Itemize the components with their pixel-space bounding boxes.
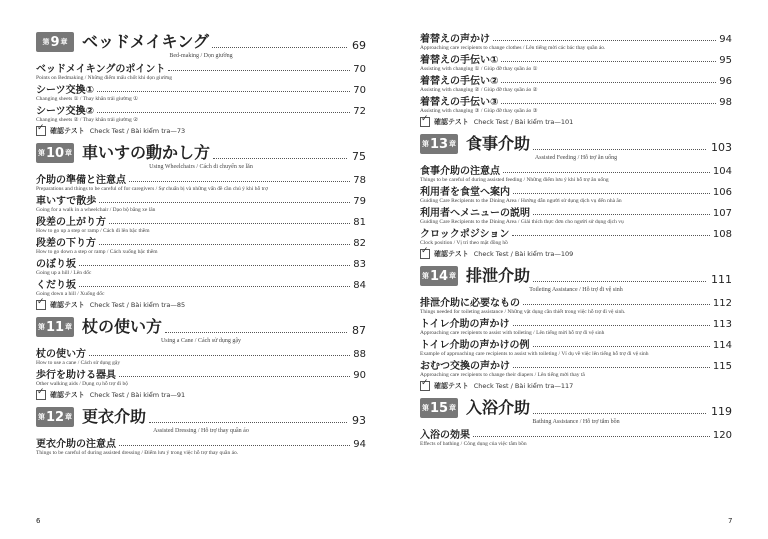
checkbox-icon <box>36 126 46 136</box>
chapter-suffix-icon: 章 <box>65 149 73 157</box>
leader-dots <box>165 332 347 333</box>
leader-dots <box>212 47 347 48</box>
entry-subtitle: Example of approaching care recipients to assist with toileting / Ví dụ về việc lên tiếng hỗ trợ đi vệ sinh <box>420 351 649 357</box>
toc-entry[interactable] <box>36 173 366 186</box>
leader-dots <box>99 202 350 203</box>
leader-dots <box>533 214 710 215</box>
check-label: 確認テスト <box>50 301 85 309</box>
chapter-heading[interactable] <box>420 132 732 154</box>
entry-page: 112 <box>712 298 732 309</box>
entry-title: のぼり坂 <box>36 259 76 270</box>
chapter-number: 14 <box>429 268 449 284</box>
check-page: 101 <box>560 118 574 126</box>
entry-page: 72 <box>353 106 366 117</box>
toc-entry[interactable] <box>420 338 732 351</box>
chapter-prefix-icon: 第 <box>37 149 45 157</box>
chapter-page: 87 <box>352 324 366 337</box>
chapter-title: 排泄介助 <box>466 266 531 285</box>
chapter-badge <box>420 266 458 286</box>
chapter-page: 75 <box>352 150 366 163</box>
entry-page: 94 <box>353 439 366 450</box>
entry-title: 食事介助の注意点 <box>420 166 500 177</box>
toc-entry[interactable] <box>36 83 366 96</box>
chapter-heading[interactable] <box>420 264 732 286</box>
leader-dots <box>501 82 716 83</box>
chapter-suffix-icon: 章 <box>65 413 73 421</box>
entry-subtitle: Assisting with changing ② / Giúp đỡ thay quần áo ② <box>420 87 538 93</box>
chapter-heading[interactable] <box>36 30 366 52</box>
dash: — <box>170 391 177 399</box>
entry-page: 78 <box>353 175 366 186</box>
leader-dots <box>513 367 710 368</box>
entry-page: 107 <box>712 208 732 219</box>
toc-entry[interactable] <box>36 257 366 270</box>
toc-entry[interactable] <box>420 53 732 66</box>
check-test-row[interactable] <box>420 380 732 392</box>
chapter <box>36 141 366 170</box>
chapter-badge <box>36 407 74 427</box>
leader-dots <box>501 103 716 104</box>
entry-subtitle: Assisting with changing ③ / Giúp đỡ thay quần áo ③ <box>420 108 538 114</box>
toc-entry[interactable] <box>420 206 732 219</box>
chapter-title: 食事介助 <box>466 134 531 153</box>
toc-entry[interactable] <box>36 194 366 207</box>
chapter-subtitle: Assisted Feeding / Hỗ trợ ăn uống <box>534 155 618 161</box>
entry-page: 115 <box>712 361 732 372</box>
chapter-number: 12 <box>45 409 65 425</box>
chapter-page: 103 <box>711 141 732 154</box>
entry-subtitle: Approaching care recipients to change clothes / Lên tiếng mời các bác thay quần áo. <box>420 45 606 51</box>
toc-entry[interactable] <box>36 62 366 75</box>
toc-entry[interactable] <box>420 428 732 441</box>
checkbox-icon <box>36 390 46 400</box>
entry-title: 着替えの声かけ <box>420 34 490 45</box>
leader-dots <box>501 61 716 62</box>
chapter-badge <box>36 317 74 337</box>
check-label: 確認テスト <box>50 391 85 399</box>
entry-title: 利用者を食堂へ案内 <box>420 187 510 198</box>
leader-dots <box>97 91 350 92</box>
entry-subtitle: Points on Bedmaking / Những điểm mấu chốt khi dọn giường <box>36 75 172 81</box>
leader-dots <box>533 149 706 150</box>
entry-page: 104 <box>712 166 732 177</box>
chapter-suffix-icon: 章 <box>449 272 457 280</box>
entry-page: 70 <box>353 64 366 75</box>
chapter-badge <box>420 398 458 418</box>
chapter-number: 13 <box>429 136 449 152</box>
toc-entry[interactable] <box>420 164 732 177</box>
dash: — <box>554 118 561 126</box>
check-label: 確認テスト <box>434 118 469 126</box>
check-text: Check Test / Bài kiểm tra <box>473 250 555 258</box>
chapter-number: 15 <box>429 400 449 416</box>
entry-subtitle: Approaching care recipients to change their diapers / Lên tiếng mời thay tã <box>420 372 585 378</box>
chapter-subtitle: Assisted Dressing / Hỗ trợ thay quần áo <box>153 428 249 434</box>
toc-entry[interactable] <box>420 296 732 309</box>
chapter-title: 更衣介助 <box>82 407 147 426</box>
chapter-subtitle: Toileting Assistance / Hỗ trợ đi vệ sinh <box>529 287 623 293</box>
page-number-right: 7 <box>728 517 733 525</box>
chapter-prefix-icon: 第 <box>421 140 429 148</box>
leader-dots <box>513 193 710 194</box>
entry-title: 着替えの手伝い③ <box>420 97 499 108</box>
leader-dots <box>119 445 350 446</box>
chapter-number: 11 <box>45 319 65 335</box>
entry-page: 106 <box>712 187 732 198</box>
check-test-row[interactable] <box>420 248 732 260</box>
chapter-title: 車いすの動かし方 <box>82 143 211 162</box>
chapter-suffix-icon: 章 <box>449 404 457 412</box>
leader-dots <box>503 172 710 173</box>
right-page <box>420 30 732 448</box>
entry-title: 排泄介助に必要なもの <box>420 298 520 309</box>
left-page <box>36 30 366 457</box>
leader-dots <box>213 158 347 159</box>
chapter-subtitle: Bed-making / Dọn giường <box>169 53 233 59</box>
chapter-page: 93 <box>352 414 366 427</box>
toc-entry[interactable] <box>420 359 732 372</box>
entry-page: 94 <box>719 34 732 45</box>
entry-page: 70 <box>353 85 366 96</box>
leader-dots <box>533 413 706 414</box>
entry-title: トイレ介助の声かけ <box>420 319 510 330</box>
entry-subtitle: Clock position / Vị trí theo mặt đồng hồ <box>420 240 508 246</box>
leader-dots <box>89 355 350 356</box>
entry-title: 利用者へメニューの説明 <box>420 208 530 219</box>
chapter-number: 9 <box>50 34 60 50</box>
toc-entry[interactable] <box>420 74 732 87</box>
chapter-prefix-icon: 第 <box>37 413 45 421</box>
dash: — <box>170 127 177 135</box>
check-test-row[interactable] <box>36 299 366 311</box>
entry-page: 108 <box>712 229 732 240</box>
entry-subtitle: Effects of bathing / Công dụng của việc tắm bồn <box>420 441 527 447</box>
chapter-heading[interactable] <box>36 141 366 163</box>
entry-title: ベッドメイキングのポイント <box>36 64 166 75</box>
entry-subtitle: Guiding Care Recipients to the Dining Area / Hướng dẫn người sử dụng dịch vụ đến nhà ăn <box>420 198 622 204</box>
chapter-page: 111 <box>711 273 732 286</box>
entry-title: 歩行を助ける器具 <box>36 370 116 381</box>
check-page: 109 <box>560 250 574 258</box>
leader-dots <box>533 346 710 347</box>
chapter-prefix-icon: 第 <box>421 404 429 412</box>
toc-entry[interactable] <box>36 368 366 381</box>
entry-title: 更衣介助の注意点 <box>36 439 116 450</box>
chapter-prefix-icon: 第 <box>42 38 50 46</box>
toc-entry[interactable] <box>420 95 732 108</box>
chapter <box>420 264 732 293</box>
check-page: 73 <box>176 127 186 135</box>
checkbox-icon <box>420 249 430 259</box>
chapter <box>420 132 732 161</box>
chapter-badge <box>36 143 74 163</box>
entry-page: 95 <box>719 55 732 66</box>
check-test-row[interactable] <box>36 125 366 137</box>
entry-subtitle: How to go down a step or ramp / Cách xuống bậc thềm <box>36 249 158 255</box>
chapter-prefix-icon: 第 <box>421 272 429 280</box>
entry-page: 79 <box>353 196 366 207</box>
entry-subtitle: Going down a hill / Xuống dốc <box>36 291 105 297</box>
toc-entry[interactable] <box>36 236 366 249</box>
entry-page: 82 <box>353 238 366 249</box>
entry-title: シーツ交換② <box>36 106 95 117</box>
entry-title: くだり坂 <box>36 280 76 291</box>
leader-dots <box>79 265 350 266</box>
check-text: Check Test / Bài kiểm tra <box>89 301 171 309</box>
check-page: 85 <box>176 301 186 309</box>
chapter-subtitle: Using Wheelchairs / Cách di chuyển xe lăn <box>149 164 253 170</box>
entry-page: 114 <box>712 340 732 351</box>
toc-entry[interactable] <box>420 227 732 240</box>
chapter-suffix-icon: 章 <box>449 140 457 148</box>
leader-dots <box>512 235 710 236</box>
chapter-title: 入浴介助 <box>466 398 531 417</box>
toc-entry[interactable] <box>36 278 366 291</box>
entry-subtitle: Going up a hill / Lên dốc <box>36 270 92 276</box>
check-label: 確認テスト <box>434 250 469 258</box>
leader-dots <box>473 436 710 437</box>
entry-subtitle: Preparations and things to be careful of for caregivers / Sự chuẩn bị và những vấn đề cần chú ý khi hỗ trợ <box>36 186 268 192</box>
checkbox-icon <box>36 300 46 310</box>
leader-dots <box>493 40 716 41</box>
page-number-left: 6 <box>36 517 41 525</box>
chapter-title: 杖の使い方 <box>82 317 163 336</box>
chapter-suffix-icon: 章 <box>60 38 68 46</box>
chapter <box>36 315 366 344</box>
entry-page: 98 <box>719 97 732 108</box>
chapter-subtitle: Bathing Assistance / Hỗ trợ tắm bồn <box>532 419 620 425</box>
check-text: Check Test / Bài kiểm tra <box>89 391 171 399</box>
entry-page: 96 <box>719 76 732 87</box>
leader-dots <box>109 223 350 224</box>
chapter <box>36 405 366 434</box>
entry-subtitle: How to go up a step or ramp / Cách đi lên bậc thềm <box>36 228 150 234</box>
toc-entry[interactable] <box>420 317 732 330</box>
checkbox-icon <box>420 381 430 391</box>
toc-entry[interactable] <box>420 185 732 198</box>
chapter <box>420 396 732 425</box>
check-page: 117 <box>560 382 574 390</box>
check-label: 確認テスト <box>434 382 469 390</box>
entry-subtitle: Assisting with changing ① / Giúp đỡ thay quần áo ① <box>420 66 538 72</box>
chapter-title: ベッドメイキング <box>82 32 210 51</box>
entry-subtitle: Guiding Care Recipients to the Dining Area / Giải thích thực đơn cho người sử dụng dịch vụ <box>420 219 624 225</box>
entry-subtitle: How to use a cane / Cách sử dụng gậy <box>36 360 121 366</box>
entry-subtitle: Going for a walk in a wheelchair / Dạo bộ bằng xe lăn <box>36 207 156 213</box>
entry-page: 88 <box>353 349 366 360</box>
leader-dots <box>533 281 706 282</box>
entry-title: 着替えの手伝い① <box>420 55 499 66</box>
check-page: 91 <box>176 391 186 399</box>
entry-page: 81 <box>353 217 366 228</box>
entry-title: シーツ交換① <box>36 85 95 96</box>
dash: — <box>170 301 177 309</box>
toc-entry[interactable] <box>36 104 366 117</box>
entry-subtitle: Things needed for toileting assistance / Những vật dụng cần thiết trong việc hỗ trợ đi vệ sinh. <box>420 309 626 315</box>
chapter-number: 10 <box>45 145 65 161</box>
leader-dots <box>149 422 347 423</box>
entry-title: 入浴の効果 <box>420 430 470 441</box>
entry-page: 84 <box>353 280 366 291</box>
entry-page: 83 <box>353 259 366 270</box>
entry-title: 車いすで散歩 <box>36 196 97 207</box>
leader-dots <box>97 112 350 113</box>
dash: — <box>554 382 561 390</box>
toc-entry[interactable] <box>36 215 366 228</box>
check-test-row[interactable] <box>36 389 366 401</box>
chapter-page: 119 <box>711 405 732 418</box>
entry-title: クロックポジション <box>420 229 510 240</box>
leader-dots <box>523 304 710 305</box>
leader-dots <box>513 325 710 326</box>
dash: — <box>554 250 561 258</box>
entry-subtitle: Things to be careful of during assisted feeding / Những điểm lưu ý khi hỗ trợ ăn uống <box>420 177 609 183</box>
chapter-suffix-icon: 章 <box>65 323 73 331</box>
entry-title: トイレ介助の声かけの例 <box>420 340 530 351</box>
entry-title: 段差の下り方 <box>36 238 96 249</box>
leader-dots <box>168 70 350 71</box>
chapter-page: 69 <box>352 39 366 52</box>
entry-subtitle: Approaching care recipients to assist with toileting / Lên tiếng mời hỗ trợ đi vệ sinh <box>420 330 605 336</box>
check-text: Check Test / Bài kiểm tra <box>473 118 555 126</box>
chapter-subtitle: Using a Cane / Cách sử dụng gậy <box>160 338 242 344</box>
chapter <box>36 30 366 59</box>
entry-title: 介助の準備と注意点 <box>36 175 126 186</box>
entry-subtitle: Changing sheets ② / Thay khăn trải giường ② <box>36 117 139 123</box>
chapter-heading[interactable] <box>36 405 366 427</box>
entry-page: 90 <box>353 370 366 381</box>
chapter-prefix-icon: 第 <box>37 323 45 331</box>
chapter-heading[interactable] <box>420 396 732 418</box>
check-label: 確認テスト <box>50 127 85 135</box>
entry-page: 113 <box>712 319 732 330</box>
entry-page: 120 <box>712 430 732 441</box>
entry-title: おむつ交換の声かけ <box>420 361 510 372</box>
toc-entry[interactable] <box>420 32 732 45</box>
check-test-row[interactable] <box>420 116 732 128</box>
check-text: Check Test / Bài kiểm tra <box>89 127 171 135</box>
leader-dots <box>99 244 350 245</box>
leader-dots <box>79 286 350 287</box>
entry-subtitle: Other walking aids / Dụng cụ hỗ trợ đi bộ <box>36 381 128 387</box>
check-text: Check Test / Bài kiểm tra <box>473 382 555 390</box>
toc-entry[interactable] <box>36 347 366 360</box>
leader-dots <box>129 181 350 182</box>
leader-dots <box>119 376 350 377</box>
entry-title: 段差の上がり方 <box>36 217 106 228</box>
entry-title: 着替えの手伝い② <box>420 76 499 87</box>
toc-entry[interactable] <box>36 437 366 450</box>
checkbox-icon <box>420 117 430 127</box>
chapter-badge <box>420 134 458 154</box>
entry-subtitle: Changing sheets ① / Thay khăn trải giường ① <box>36 96 139 102</box>
entry-title: 杖の使い方 <box>36 349 86 360</box>
entry-subtitle: Things to be careful of during assisted dressing / Điểm lưu ý trong việc hỗ trợ thay quần áo. <box>36 450 239 456</box>
chapter-heading[interactable] <box>36 315 366 337</box>
chapter-badge <box>36 32 74 52</box>
